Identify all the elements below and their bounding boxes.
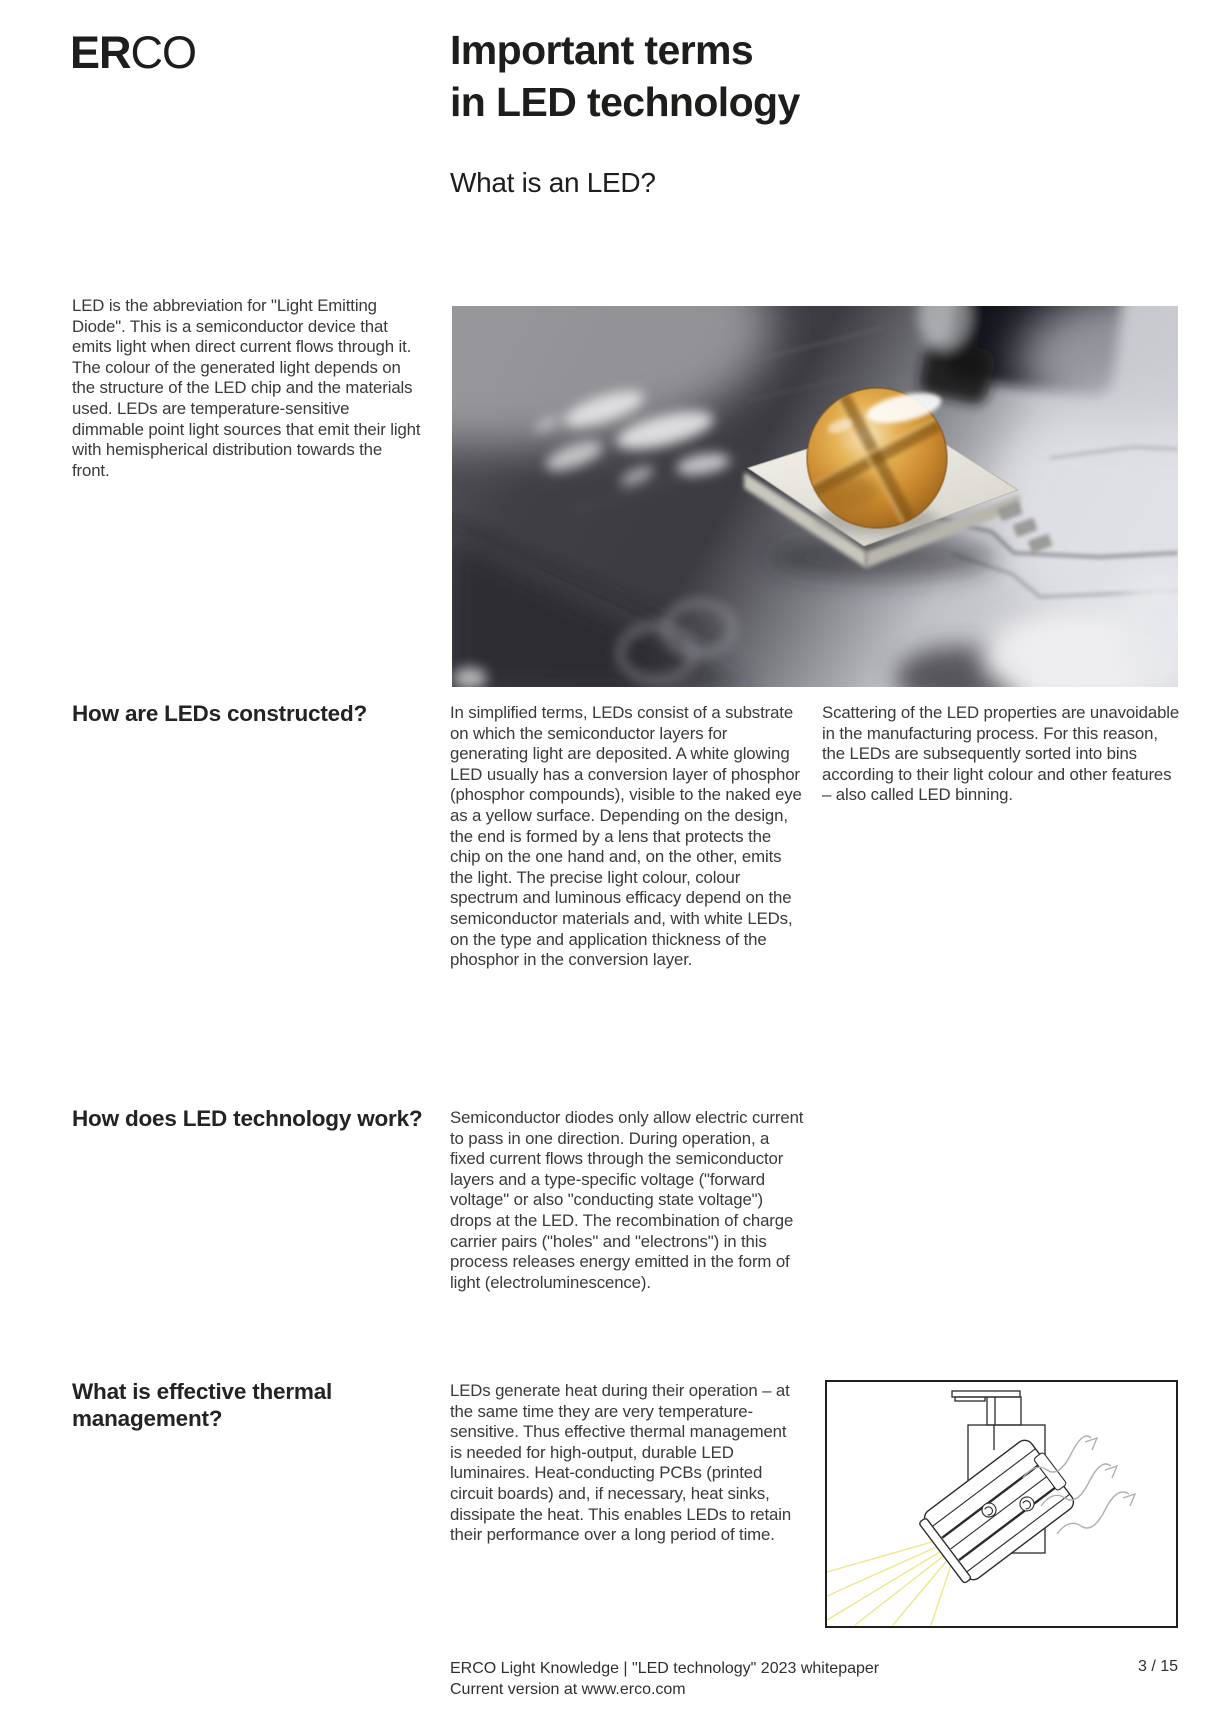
section-technology-col1: Semiconductor diodes only allow electric current to pass in one direction. During operation, a fixed current flows through the semiconductor layers and a type-specific voltage ("forward voltage" or also "conducting state voltage") drops at the LED. The recombination of charge carrier pairs ("holes" and "electrons") in this process releases energy emitted in the form of light (electroluminescence). (450, 1108, 804, 1292)
section-heading-construction: How are LEDs constructed? (72, 701, 368, 726)
section-heading-technology: How does LED technology work? (72, 1106, 423, 1131)
erco-logo-bold: ER (70, 27, 131, 78)
page-subtitle: What is an LED? (450, 167, 656, 198)
section-thermal-col1: LEDs generate heat during their operation – at the same time they are very temperature-sensitive. Thus effective thermal management is needed for high-output, durable LED luminaires. Heat-conducting PCBs (printed circuit boards) and, if necessary, heat sinks, dissipate the heat. This enables LEDs to retain their performance over a long period of time. (450, 1381, 792, 1545)
intro-paragraph: LED is the abbreviation for "Light Emitting Diode". This is a semiconductor device that emits light when direct current flows through it. The colour of the generated light depends on the structure of the LED chip and the materials used. LEDs are temperature-sensitive dimmable point light sources that emit their light with hemispherical distribution towards the front. (72, 296, 421, 480)
page-title-line2: in LED technology (450, 79, 800, 125)
section-construction-col2: Scattering of the LED properties are unavoidable in the manufacturing process. For this reason, the LEDs are subsequently sorted into bins according to their light colour and other features – also called LED binning. (822, 703, 1180, 805)
spotlight-thermal-drawing (825, 1380, 1178, 1628)
page-number: 3 / 15 (1137, 1658, 1178, 1675)
page-title (450, 24, 800, 128)
footer (450, 1658, 879, 1700)
erco-logo (70, 27, 197, 78)
section-heading-thermal: What is effective thermal management? (72, 1379, 333, 1431)
footer-line1: ERCO Light Knowledge | "LED technology" 2023 whitepaper (450, 1660, 880, 1677)
led-macro-photo-svg (452, 306, 1178, 687)
page-title-line1: Important terms (450, 27, 754, 73)
section-construction-col1: In simplified terms, LEDs consist of a substrate on which the semiconductor layers for generating light are deposited. A white glowing LED usually has a conversion layer of phosphor (phosphor compounds), visible to the naked eye as a yellow surface. Depending on the design, the end is formed by a lens that protects the chip on the one hand and, on the other, emits the light. The precise light colour, colour spectrum and luminous efficacy depend on the semiconductor materials and, with white LEDs, on the type and application thickness of the phosphor in the conversion layer. (450, 703, 802, 970)
spotlight-thermal-drawing-svg (827, 1382, 1176, 1626)
footer-line2: Current version at www.erco.com (450, 1681, 686, 1698)
erco-logo-regular: CO (130, 27, 197, 78)
led-macro-photo (452, 306, 1178, 687)
